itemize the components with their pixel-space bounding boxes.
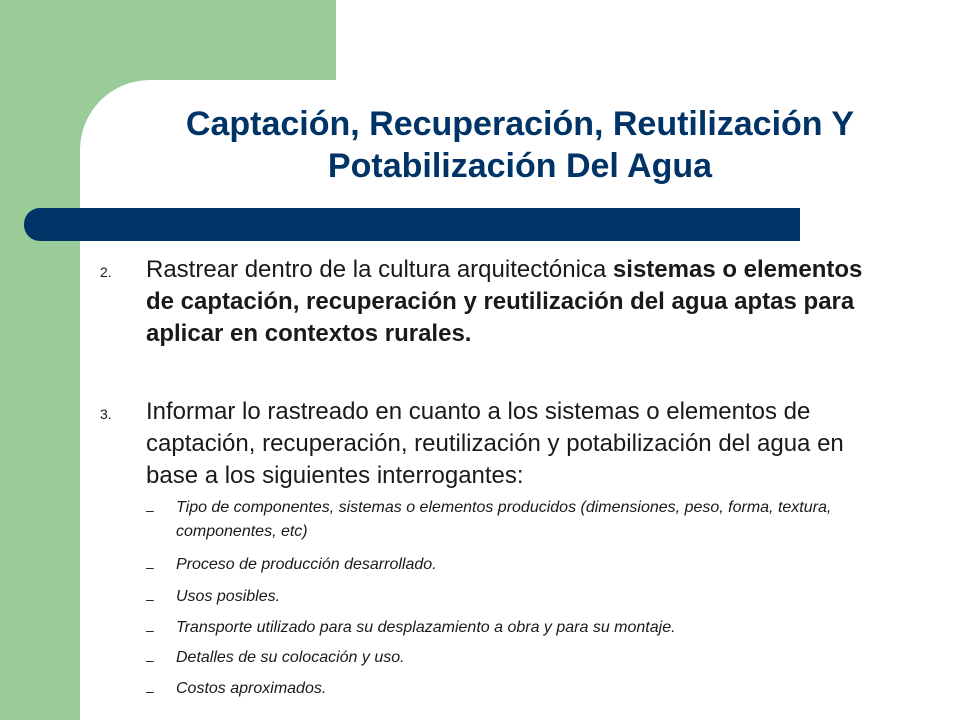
- list-item-text: [146, 254, 886, 350]
- dash-bullet: –: [146, 591, 154, 607]
- dash-bullet: –: [146, 683, 154, 699]
- list-item-text: Informar lo rastreado en cuanto a los sistemas o elementos de captación, recuperación, reutilización y potabilización del agua en base a los siguientes interrogantes:: [146, 398, 844, 489]
- sub-list-item-text: Tipo de componentes, sistemas o elementos producidos (dimensiones, peso, forma, textura, componentes, etc): [176, 499, 832, 540]
- dash-bullet: –: [146, 502, 154, 518]
- slide-title: Captación, Recuperación, Reutilización Y Potabilización Del Agua: [185, 105, 855, 185]
- list-item-number: 3.: [100, 406, 112, 422]
- sub-list-item-text: Transporte utilizado para su desplazamiento a obra y para su montaje.: [176, 619, 676, 636]
- dash-bullet: –: [146, 652, 154, 668]
- list-item-text-normal: Rastrear dentro de la cultura arquitectónica: [146, 256, 613, 283]
- list-item-text-bold: sistemas o elementos de captación, recuperación y reutilización del agua aptas para aplicar en contextos rurales.: [146, 256, 863, 347]
- sub-list-item-text: Costos aproximados.: [176, 680, 327, 697]
- dash-bullet: –: [146, 622, 154, 638]
- list-item-number: 2.: [100, 264, 112, 280]
- dash-bullet: –: [146, 559, 154, 575]
- sub-list-item-text: Proceso de producción desarrollado.: [176, 556, 437, 573]
- sub-list-item-text: Detalles de su colocación y uso.: [176, 649, 405, 666]
- title-underline-bar: [24, 208, 800, 241]
- sub-list-item-text: Usos posibles.: [176, 588, 281, 605]
